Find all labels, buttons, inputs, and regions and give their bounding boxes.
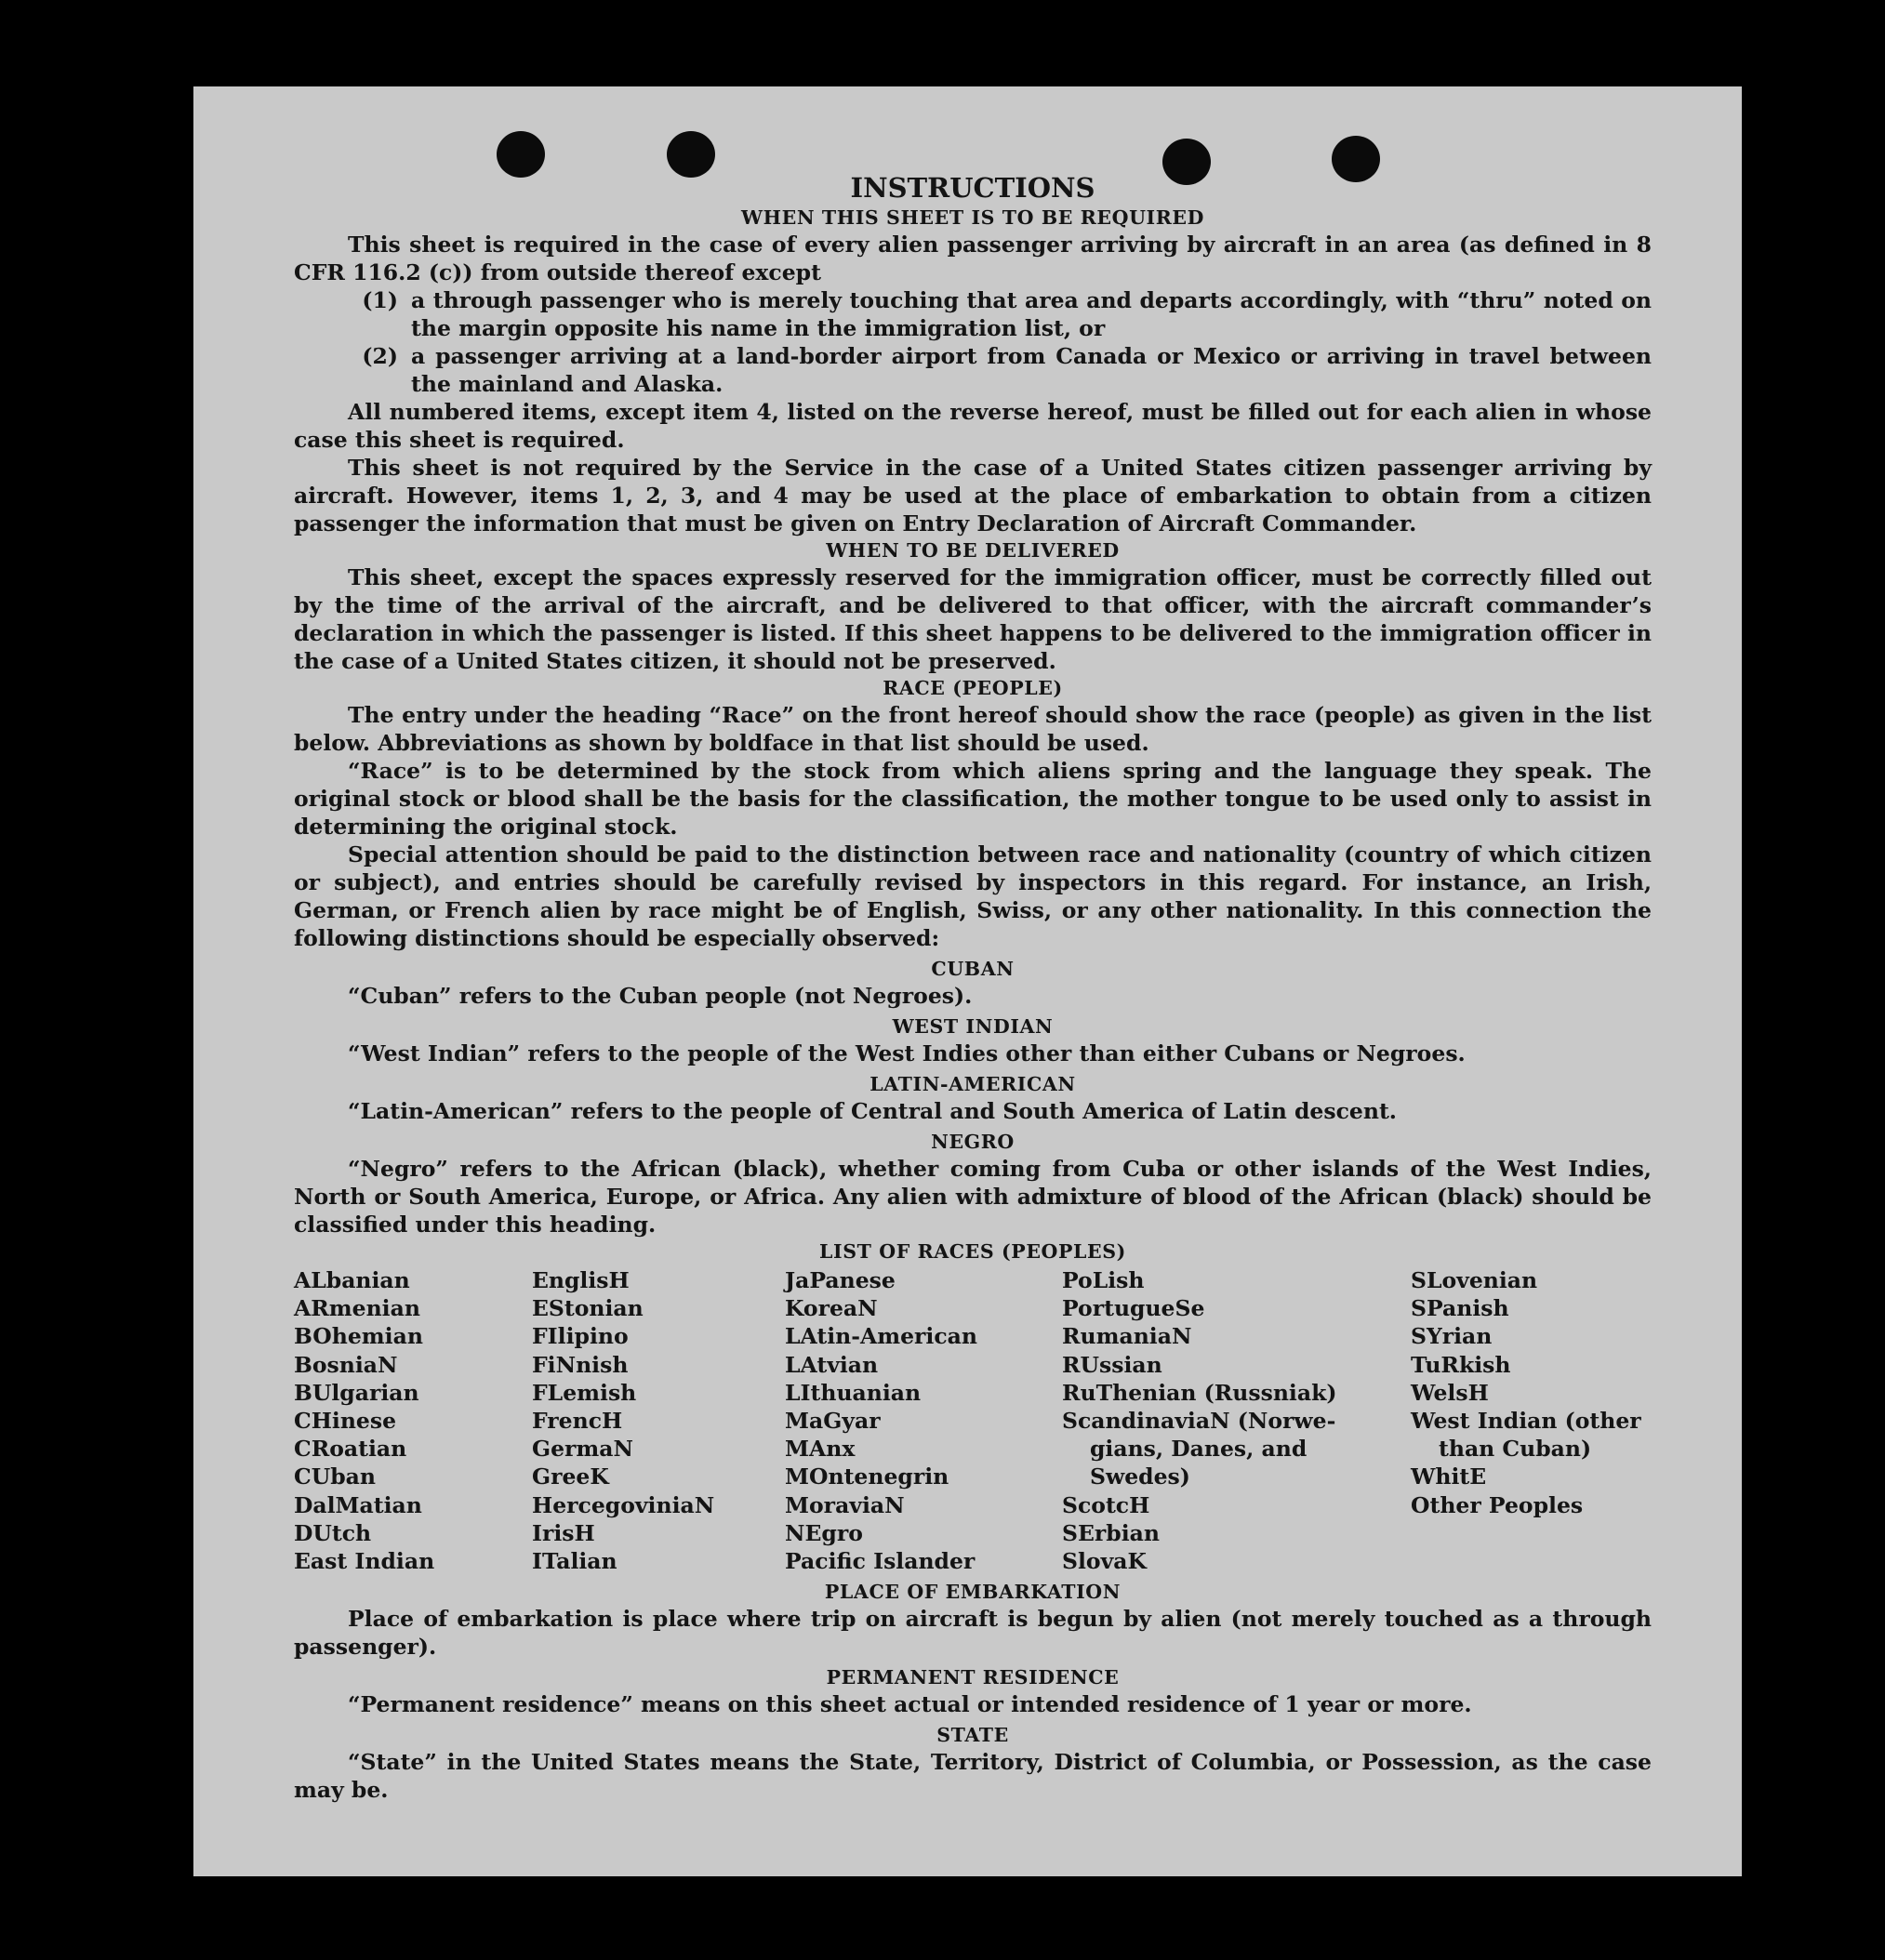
- race-entry-continuation: Swedes): [1090, 1463, 1190, 1490]
- race-entry: WelsH: [1411, 1379, 1489, 1406]
- west-indian-definition: “West Indian” refers to the people of the West Indies other than either Cubans or Negroes.: [348, 1040, 1466, 1066]
- numbered-items-paragraph: All numbered items, except item 4, listed on the reverse hereof, must be filled out for each alien in whose case this sheet is required.: [294, 399, 1652, 453]
- race-entry: CRoatian: [294, 1436, 407, 1463]
- race-entry: Pacific Islander: [785, 1548, 976, 1575]
- race-entry: NEgro: [785, 1519, 863, 1546]
- item-text: a passenger arriving at a land-border airport from Canada or Mexico or arriving in travel between the mainland and Alaska.: [411, 343, 1652, 397]
- race-entry: JaPanese: [785, 1267, 896, 1293]
- race-entry-continuation: gians, Danes, and: [1090, 1436, 1308, 1463]
- race-entry: Other Peoples: [1411, 1491, 1584, 1518]
- race-entry: IrisH: [532, 1519, 595, 1546]
- heading-place-of-embarkation: PLACE OF EMBARKATION: [824, 1581, 1122, 1604]
- race-paragraph-2: “Race” is to be determined by the stock from which aliens spring and the language they speak. The original stock or blood shall be the basis for the classification, the mother tongue to be used only to assist in determining the original stock.: [294, 758, 1652, 840]
- race-entry: EStonian: [532, 1295, 644, 1322]
- heading-race: RACE (PEOPLE): [883, 677, 1063, 699]
- heading-cuban: CUBAN: [931, 958, 1015, 980]
- heading-negro: NEGRO: [931, 1131, 1015, 1153]
- heading-state: STATE: [936, 1724, 1009, 1747]
- race-entry: ARmenian: [294, 1295, 420, 1322]
- embarkation-definition: Place of embarkation is place where trip on aircraft is begun by alien (not merely touched as a through passenger).: [294, 1606, 1652, 1661]
- race-entry: GermaN: [532, 1436, 633, 1463]
- race-entry: BosniaN: [294, 1351, 398, 1378]
- races-list: [294, 1266, 1652, 1575]
- races-column: [1062, 1266, 1411, 1575]
- race-entry: MaGyar: [785, 1408, 881, 1435]
- state-definition: “State” in the United States means the State, Territory, District of Columbia, or Possession, as the case may be.: [294, 1749, 1652, 1804]
- race-entry: MoraviaN: [785, 1491, 905, 1518]
- race-entry: RUssian: [1062, 1351, 1162, 1378]
- item-number: (2): [362, 343, 398, 369]
- race-entry: LAtin-American: [785, 1323, 977, 1350]
- instructions-content: [294, 172, 1652, 1804]
- race-entry: BOhemian: [294, 1323, 423, 1350]
- page-title: INSTRUCTIONS: [850, 172, 1095, 204]
- heading-list-of-races: LIST OF RACES (PEOPLES): [819, 1240, 1126, 1263]
- residence-definition: “Permanent residence” means on this sheet actual or intended residence of 1 year or more.: [348, 1691, 1472, 1718]
- punch-hole: [667, 131, 715, 178]
- race-entry: HercegoviniaN: [532, 1491, 715, 1518]
- race-entry: BUlgarian: [294, 1379, 419, 1406]
- race-entry: FiNnish: [532, 1351, 629, 1378]
- race-entry: SLovenian: [1411, 1267, 1538, 1293]
- delivered-paragraph: This sheet, except the spaces expressly reserved for the immigration officer, must be correctly filled out by the time of the arrival of the aircraft, and be delivered to that officer, with the aircraft commander’s declaration in which the passenger is listed. If this sheet happens to be delivered to the immigration officer in the case of a United States citizen, it should not be preserved.: [294, 564, 1652, 674]
- race-entry: DalMatian: [294, 1491, 422, 1518]
- race-entry: GreeK: [532, 1463, 609, 1490]
- heading-when-delivered: WHEN TO BE DELIVERED: [826, 539, 1120, 562]
- races-column: [785, 1266, 1062, 1575]
- race-entry: ScandinaviaN (Norwe-: [1062, 1408, 1336, 1435]
- race-entry: East Indian: [294, 1548, 435, 1575]
- race-entry: LIthuanian: [785, 1379, 922, 1406]
- race-entry: KoreaN: [785, 1295, 878, 1322]
- race-paragraph-1: The entry under the heading “Race” on the front hereof should show the race (people) as given in the list below. Abbreviations as shown by boldface in that list should be used.: [294, 702, 1652, 756]
- race-entry: WhitE: [1411, 1463, 1487, 1490]
- citizen-paragraph: This sheet is not required by the Service in the case of a United States citizen passenger arriving by aircraft. However, items 1, 2, 3, and 4 may be used at the place of embarkation to obtain from a citizen passenger the information that must be given on Entry Declaration of Aircraft Commander.: [294, 455, 1652, 536]
- race-entry: MOntenegrin: [785, 1463, 949, 1490]
- cuban-definition: “Cuban” refers to the Cuban people (not Negroes).: [348, 983, 973, 1009]
- document-sheet: [193, 86, 1742, 1876]
- race-entry: MAnx: [785, 1436, 856, 1463]
- race-entry: SPanish: [1411, 1295, 1509, 1322]
- race-entry: FLemish: [532, 1379, 637, 1406]
- race-entry: ALbanian: [294, 1267, 410, 1293]
- race-entry: CHinese: [294, 1408, 397, 1435]
- heading-latin-american: LATIN-AMERICAN: [869, 1073, 1076, 1095]
- races-column: [1411, 1266, 1652, 1575]
- race-paragraph-3: Special attention should be paid to the distinction between race and nationality (country of which citizen or subject), and entries should be carefully revised by inspectors in this regard. For instance, an Irish, German, or French alien by race might be of English, Swiss, or any other nationality. In this connection the following distinctions should be especially observed:: [294, 841, 1652, 951]
- latin-american-definition: “Latin-American” refers to the people of Central and South America of Latin descent.: [348, 1098, 1397, 1124]
- heading-west-indian: WEST INDIAN: [892, 1015, 1054, 1038]
- race-entry: LAtvian: [785, 1351, 879, 1378]
- exception-item: [294, 286, 1652, 342]
- race-entry: ITalian: [532, 1548, 617, 1575]
- race-entry: EnglisH: [532, 1267, 630, 1293]
- race-entry: FrencH: [532, 1408, 623, 1435]
- race-entry: SErbian: [1062, 1519, 1160, 1546]
- item-text: a through passenger who is merely touching that area and departs accordingly, with “thru” noted on the margin opposite his name in the immigration list, or: [411, 287, 1652, 341]
- heading-when-required: WHEN THIS SHEET IS TO BE REQUIRED: [741, 206, 1204, 229]
- race-entry: PoLish: [1062, 1267, 1145, 1293]
- heading-permanent-residence: PERMANENT RESIDENCE: [826, 1666, 1120, 1689]
- race-entry: SYrian: [1411, 1323, 1493, 1350]
- race-entry: TuRkish: [1411, 1351, 1511, 1378]
- negro-definition: “Negro” refers to the African (black), whether coming from Cuba or other islands of the West Indies, North or South America, Europe, or Africa. Any alien with admixture of blood of the African (black) should be classified under this heading.: [294, 1156, 1652, 1238]
- race-entry: ScotcH: [1062, 1491, 1150, 1518]
- when-required-intro: This sheet is required in the case of every alien passenger arriving by aircraft in an area (as defined in 8 CFR 116.2 (c)) from outside thereof except: [294, 232, 1652, 285]
- races-column: [294, 1266, 532, 1575]
- punch-hole: [497, 131, 545, 178]
- race-entry: FIlipino: [532, 1323, 629, 1350]
- race-entry: RuThenian (Russniak): [1062, 1379, 1337, 1406]
- race-entry: RumaniaN: [1062, 1323, 1192, 1350]
- race-entry: West Indian (other: [1411, 1408, 1641, 1435]
- item-number: (1): [362, 287, 398, 313]
- exception-item: [294, 342, 1652, 398]
- race-entry-continuation: than Cuban): [1439, 1436, 1592, 1463]
- race-entry: CUban: [294, 1463, 376, 1490]
- race-entry: DUtch: [294, 1519, 372, 1546]
- races-column: [532, 1266, 785, 1575]
- race-entry: SlovaK: [1062, 1548, 1147, 1575]
- race-entry: PortugueSe: [1062, 1295, 1205, 1322]
